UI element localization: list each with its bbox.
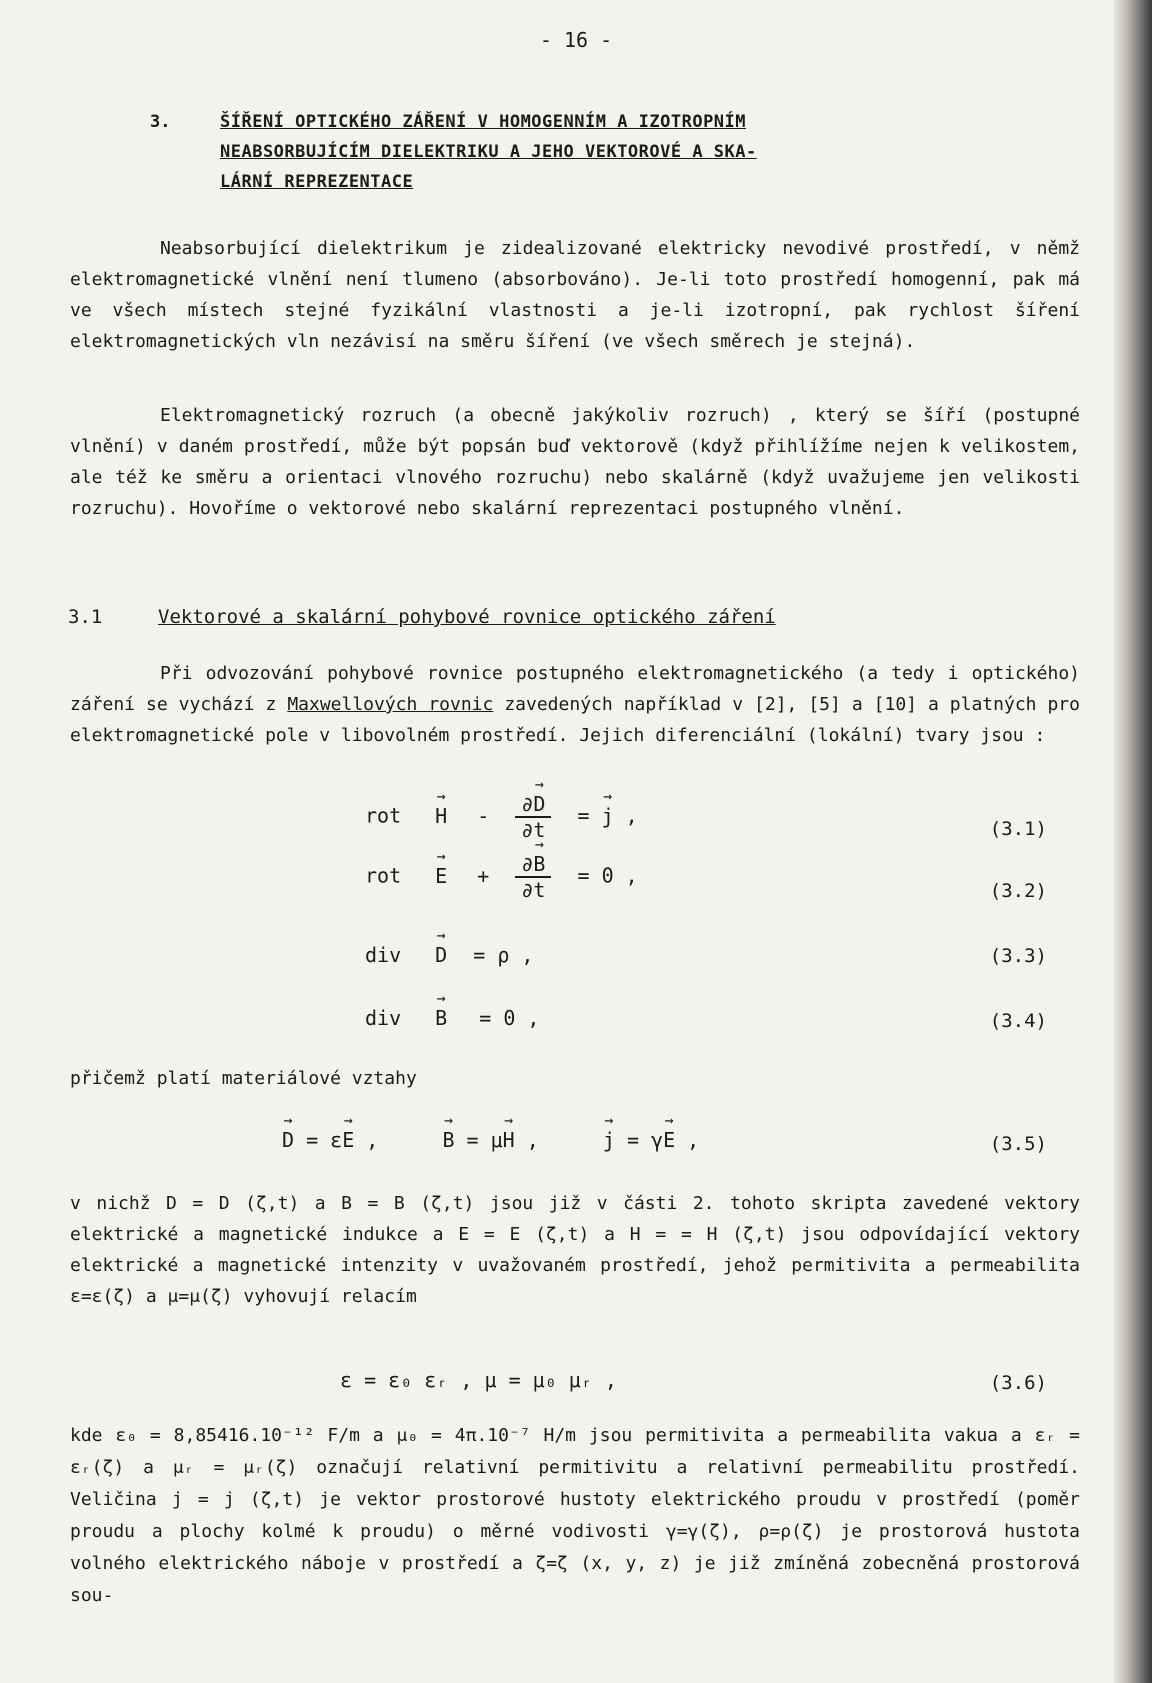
eq2-vector-b: → B xyxy=(533,852,545,876)
eq5-vector-e: → E xyxy=(342,1128,354,1152)
eq2-vector-e: → E xyxy=(435,864,447,888)
eq2-plus: + xyxy=(477,863,490,888)
eq2-operator: rot xyxy=(365,863,402,888)
eq1-comma: , xyxy=(613,803,638,828)
eq1-minus: - xyxy=(477,803,490,828)
eq3-vector-d: → D xyxy=(435,943,447,967)
eq5-vector-e2: → E xyxy=(663,1128,675,1152)
eq1-partial: ∂ xyxy=(521,792,534,816)
equation-3-1 xyxy=(365,792,638,842)
section-title-line1: ŠÍŘENÍ OPTICKÉHO ZÁŘENÍ V HOMOGENNÍM A IZOTROPNÍM xyxy=(220,112,747,132)
eq1-numerator xyxy=(515,792,551,818)
section-number: 3. xyxy=(150,112,171,132)
equation-label-3-5: (3.5) xyxy=(989,1133,1047,1155)
eq1-vector-j: → j xyxy=(602,804,614,828)
equation-3-5: → D = ε→ E , → B = μ→ H , → j = γ→ E , xyxy=(282,1128,699,1152)
paragraph-intro: Neabsorbující dielektrikum je zidealizované elektricky nevodivé prostředí, v němž elektromagnetické vlnění není tlumeno (absorbováno). Je-li toto prostředí homogenní, pak má ve všech místech stejné fyzikální vlastnosti a je-li izotropní, pak rychlost šíření elektromagnetických vln nezávisí na směru šíření (ve všech směrech je stejná). xyxy=(70,238,1080,352)
eq2-partial: ∂ xyxy=(521,852,534,876)
page-number: - 16 - xyxy=(539,28,613,52)
eq4-operator: div xyxy=(365,1006,402,1030)
section-title-line3: LÁRNÍ REPREZENTACE xyxy=(220,172,414,192)
eq5-vector-d: → D xyxy=(282,1128,294,1152)
material-relations-intro: přičemž platí materiálové vztahy xyxy=(70,1068,417,1089)
eq2-numerator xyxy=(515,852,551,878)
eq1-vector-d: → D xyxy=(533,792,545,816)
paragraph-vectors: v nichž D = D (ζ,t) a B = B (ζ,t) jsou již v části 2. tohoto skripta zavedené vektory elektrické a magnetické indukce a E = E (ζ,t) a H = = H (ζ,t) jsou odpovídající vektory elektrické a magnetické intenzity v uvažovaném prostředí, jehož permitivita a permeabilita ε=ε(ζ) a μ=μ(ζ) vyhovují relacím xyxy=(70,1193,1080,1307)
eq3-rhs: = ρ , xyxy=(473,943,534,967)
maxwell-text-after: zavedených například v [2], [5] a [10] a platných pro elektromagnetické pole v libovolném prostředí. Jejich diferenciální (lokální) tvary jsou : xyxy=(70,694,1080,746)
equation-label-3-6: (3.6) xyxy=(989,1372,1047,1394)
eq1-vector-h: → H xyxy=(435,804,447,828)
eq2-rhs: = 0 , xyxy=(577,863,638,888)
eq2-fraction xyxy=(515,852,551,902)
eq5-vector-b: → B xyxy=(442,1128,454,1152)
eq3-operator: div xyxy=(365,943,402,967)
eq4-rhs: = 0 , xyxy=(479,1006,540,1030)
maxwell-equations-link: Maxwellových rovnic xyxy=(287,694,494,715)
equation-3-3 xyxy=(365,943,533,967)
equation-3-4 xyxy=(365,1006,539,1030)
book-binding-shadow xyxy=(1114,0,1152,1683)
eq4-vector-b: → B xyxy=(435,1006,447,1030)
equation-label-3-3: (3.3) xyxy=(989,945,1047,967)
paragraph-representation: Elektromagnetický rozruch (a obecně jakýkoliv rozruch) , který se šíří (postupné vlnění) v daném prostředí, může být popsán buď vektorově (když přihlížíme nejen k velikostem, ale též ke směru a orientaci vlnového rozruchu) nebo skalárně (když uvažujeme jen velikosti rozruchu). Hovoříme o vektorové nebo skalární reprezentaci postupného vlnění. xyxy=(70,405,1080,519)
eq5-vector-h: → H xyxy=(503,1128,515,1152)
eq1-equals: = xyxy=(577,803,602,828)
equation-label-3-1: (3.1) xyxy=(989,818,1047,840)
paragraph-constants: kde ε₀ = 8,85416.10⁻¹² F/m a μ₀ = 4π.10⁻⁷ H/m jsou permitivita a permeabilita vakua a εᵣ = εᵣ(ζ) a μᵣ = μᵣ(ζ) označují relativní permitivitu a relativní permeabilitu prostředí. Veličina j = j (ζ,t) je vektor prostorové hustoty elektrického proudu v prostředí (poměr proudu a plochy kolmé k proudu) o měrné vodivosti γ=γ(ζ), ρ=ρ(ζ) je prostorová hustota volného elektrického náboje v prostředí a ζ=ζ (x, y, z) je již zmíněná zobecněná prostorová sou- xyxy=(70,1425,1080,1606)
paragraph-maxwell xyxy=(70,658,1080,751)
subsection-title: Vektorové a skalární pohybové rovnice optického záření xyxy=(158,606,776,628)
equation-label-3-2: (3.2) xyxy=(989,880,1047,902)
eq5-vector-j: → j xyxy=(603,1128,615,1152)
eq1-denominator: ∂t xyxy=(521,818,546,842)
subsection-number: 3.1 xyxy=(68,606,103,628)
equation-3-6: ε = ε₀ εᵣ , μ = μ₀ μᵣ , xyxy=(340,1368,617,1392)
equation-3-2 xyxy=(365,852,638,902)
maxwell-text-before: Při odvozování pohybové rovnice postupného elektromagnetického (a tedy i optického) záření se vychází z xyxy=(70,663,1080,715)
equation-label-3-4: (3.4) xyxy=(989,1010,1047,1032)
eq1-operator: rot xyxy=(365,803,402,828)
eq2-denominator: ∂t xyxy=(521,878,546,902)
section-title-line2: NEABSORBUJÍCÍM DIELEKTRIKU A JEHO VEKTOROVÉ A SKA- xyxy=(220,142,757,162)
